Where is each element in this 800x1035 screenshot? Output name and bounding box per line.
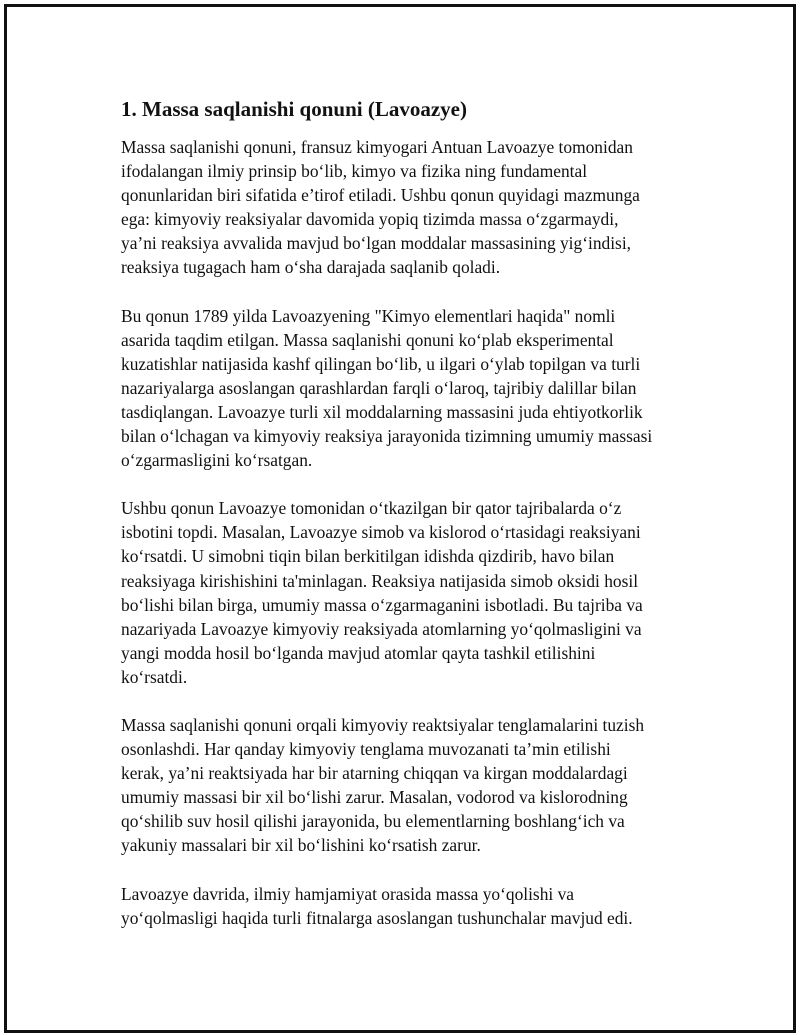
paragraph-line: nazariyada Lavoazye kimyoviy reaksiyada atomlarning yo‘qolmasligini va (121, 618, 642, 639)
paragraph-line: osonlashdi. Har qanday kimyoviy tenglama muvozanati ta’min etilishi (121, 739, 611, 760)
paragraph-line: tasdiqlangan. Lavoazye turli xil moddalarning massasini juda ehtiyotkorlik (121, 401, 643, 422)
paragraph-line: umumiy massasi bir xil bo‘lishi zarur. Masalan, vodorod va kislorodning (121, 787, 628, 808)
paragraph-line: ko‘rsatdi. U simobni tiqin bilan berkitilgan idishda qizdirib, havo bilan (121, 546, 615, 567)
paragraph-4 (121, 713, 701, 858)
paragraph-line: Lavoazye davrida, ilmiy hamjamiyat orasida massa yo‘qolishi va (121, 883, 574, 904)
paragraph-line: qonunlaridan biri sifatida e’tirof etiladi. Ushbu qonun quyidagi mazmunga (121, 185, 640, 206)
paragraph-line: ko‘rsatdi. (121, 666, 188, 687)
paragraph-line: bo‘lishi bilan birga, umumiy massa o‘zgarmaganini isbotladi. Bu tajriba va (121, 594, 643, 615)
paragraph-line: Massa saqlanishi qonuni, fransuz kimyogari Antuan Lavoazye tomonidan (121, 137, 633, 157)
paragraph-line: yakuniy massalari bir xil bo‘lishini ko‘rsatish zarur. (121, 835, 481, 856)
paragraph-line: yangi modda hosil bo‘lganda mavjud atomlar qayta tashkil etilishini (121, 642, 596, 663)
document-content (121, 95, 701, 954)
paragraph-line: o‘zgarmasligini ko‘rsatgan. (121, 450, 313, 471)
paragraph-line: Bu qonun 1789 yilda Lavoazyening "Kimyo elementlari haqida" nomli (121, 305, 616, 326)
paragraph-5 (121, 882, 701, 930)
paragraph-line: nazariyalarga asoslangan qarashlardan farqli o‘laroq, tajribiy dalillar bilan (121, 377, 637, 398)
paragraph-line: isbotini topdi. Masalan, Lavoazye simob va kislorod o‘rtasidagi reaksiyani (121, 522, 641, 543)
paragraph-line: asarida taqdim etilgan. Massa saqlanishi qonuni ko‘plab eksperimental (121, 329, 614, 350)
paragraph-line: qo‘shilib suv hosil qilishi jarayonida, bu elementlarning boshlang‘ich va (121, 811, 625, 832)
paragraph-line: ya’ni reaksiya avvalida mavjud bo‘lgan moddalar massasining yig‘indisi, (121, 233, 632, 254)
paragraph-line: reaksiya tugagach ham o‘sha darajada saqlanib qoladi. (121, 257, 501, 278)
paragraph-2 (121, 304, 701, 473)
paragraph-3 (121, 496, 701, 689)
paragraph-line: yo‘qolmasligi haqida turli fitnalarga asoslangan tushunchalar mavjud edi. (121, 907, 633, 928)
paragraph-line: Ushbu qonun Lavoazye tomonidan o‘tkazilgan bir qator tajribalarda o‘z (121, 498, 622, 519)
document-title: 1. Massa saqlanishi qonuni (Lavoazye) (121, 97, 467, 121)
paragraph-line: kerak, ya’ni reaktsiyada har bir atarning chiqqan va kirgan moddalardagi (121, 763, 628, 784)
paragraph-line: Massa saqlanishi qonuni orqali kimyoviy reaktsiyalar tenglamalarini tuzish (121, 714, 645, 735)
document-page (4, 4, 796, 1033)
paragraph-line: reaksiyaga kirishishini ta'minlagan. Reaksiya natijasida simob oksidi hosil (121, 570, 639, 591)
paragraph-line: kuzatishlar natijasida kashf qilingan bo‘lib, u ilgari o‘ylab topilgan va turli (121, 353, 641, 374)
paragraph-line: bilan o‘lchagan va kimyoviy reaksiya jarayonida tizimning umumiy massasi (121, 426, 653, 447)
paragraph-line: ega: kimyoviy reaksiyalar davomida yopiq tizimda massa o‘zgarmaydi, (121, 209, 619, 230)
paragraph-line: ifodalangan ilmiy prinsip bo‘lib, kimyo va fizika ning fundamental (121, 161, 588, 182)
paragraphs-container (121, 135, 701, 930)
paragraph-1 (121, 135, 701, 280)
